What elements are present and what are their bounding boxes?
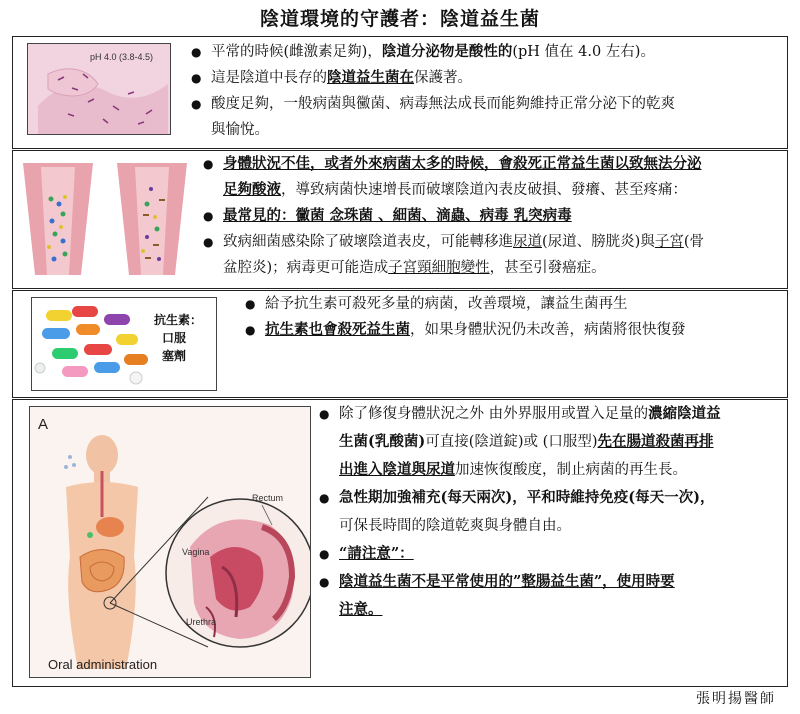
pill-label-antibiotics: 抗生素：: [154, 313, 203, 327]
bullet-normal-secretion: ● 平常的時候(雌激素足夠)，陰道分泌物是酸性的(pH 值在 4.0 左右)。: [191, 39, 771, 65]
micrograph-image: [27, 43, 171, 135]
ph-label: pH 4.0 (3.8-4.5): [90, 52, 154, 62]
pill-label-suppository: 塞劑: [162, 349, 187, 363]
label-urethra: Urethra: [186, 617, 217, 627]
section-probiotic-supplement: [12, 399, 788, 687]
bullet-complications: ● 致病細菌感染除了破壞陰道表皮，可能轉移進尿道(尿道、膀胱炎)與子宮(骨 盆腔炎)；病毒更可能造成子宮頸細胞變性，甚至引發癌症。: [203, 229, 775, 281]
bullet-common-pathogens: ● 最常見的：黴菌 念珠菌 、細菌、滴蟲、病毒 乳突病毒: [203, 203, 775, 229]
label-vagina: Vagina: [182, 547, 210, 557]
section-infection: [12, 150, 788, 289]
bullet-acidity-enough: ● 酸度足夠，一般病菌與黴菌、病毒無法成長而能夠維持正常分泌下的乾爽 與愉悅。: [191, 91, 771, 143]
section-normal-acidity: [12, 36, 788, 149]
bullet-poor-condition: ● 身體狀況不佳，或者外來病菌太多的時候，會殺死正常益生菌以致無法分泌 足夠酸液，導致病菌快速增長而破壞陰道內表皮破損、發癢、甚至疼痛：: [203, 151, 775, 203]
bullet-antibiotics-risk: ● 抗生素也會殺死益生菌，如果身體狀況仍未改善，病菌將很快復發: [245, 317, 775, 343]
vaginal-tissue-illustration: [19, 159, 193, 277]
page-title: 陰道環境的守護者：陰道益生菌: [259, 8, 540, 30]
pills-image: [31, 297, 217, 391]
bullet-not-gut-probiotic: ● 陰道益生菌不是平常使用的”整腸益生菌”，使用時要 注意。: [319, 568, 777, 624]
bullet-probiotics-protect: ● 這是陰道中長存的陰道益生菌在保護著。: [191, 65, 771, 91]
label-rectum: Rectum: [252, 493, 284, 503]
signature: 張明揚醫師: [696, 691, 776, 707]
bullet-attention: ● “請注意”：: [319, 540, 777, 568]
diagram-letter: A: [38, 416, 49, 433]
bullet-dosage: ● 急性期加強補充(每天兩次)，平和時維持免疫(每天一次)， 可保長時間的陰道乾爽與身體自由。: [319, 484, 777, 540]
section-antibiotics: [12, 290, 788, 398]
oral-administration-diagram: [29, 406, 311, 678]
pill-label-oral: 口服: [162, 331, 187, 345]
diagram-caption: Oral administration: [48, 657, 158, 672]
bullet-supplement-method: ● 除了修復身體狀況之外 由外界服用或置入足量的濃縮陰道益 生菌(乳酸菌)可直接(陰道錠)或 (口服型)先在腸道殺菌再排 出進入陰道與尿道加速恢復酸度，制止病菌的再生長。: [319, 400, 777, 484]
bullet-antibiotics-benefit: ● 給予抗生素可殺死多量的病菌，改善環境，讓益生菌再生: [245, 291, 775, 317]
